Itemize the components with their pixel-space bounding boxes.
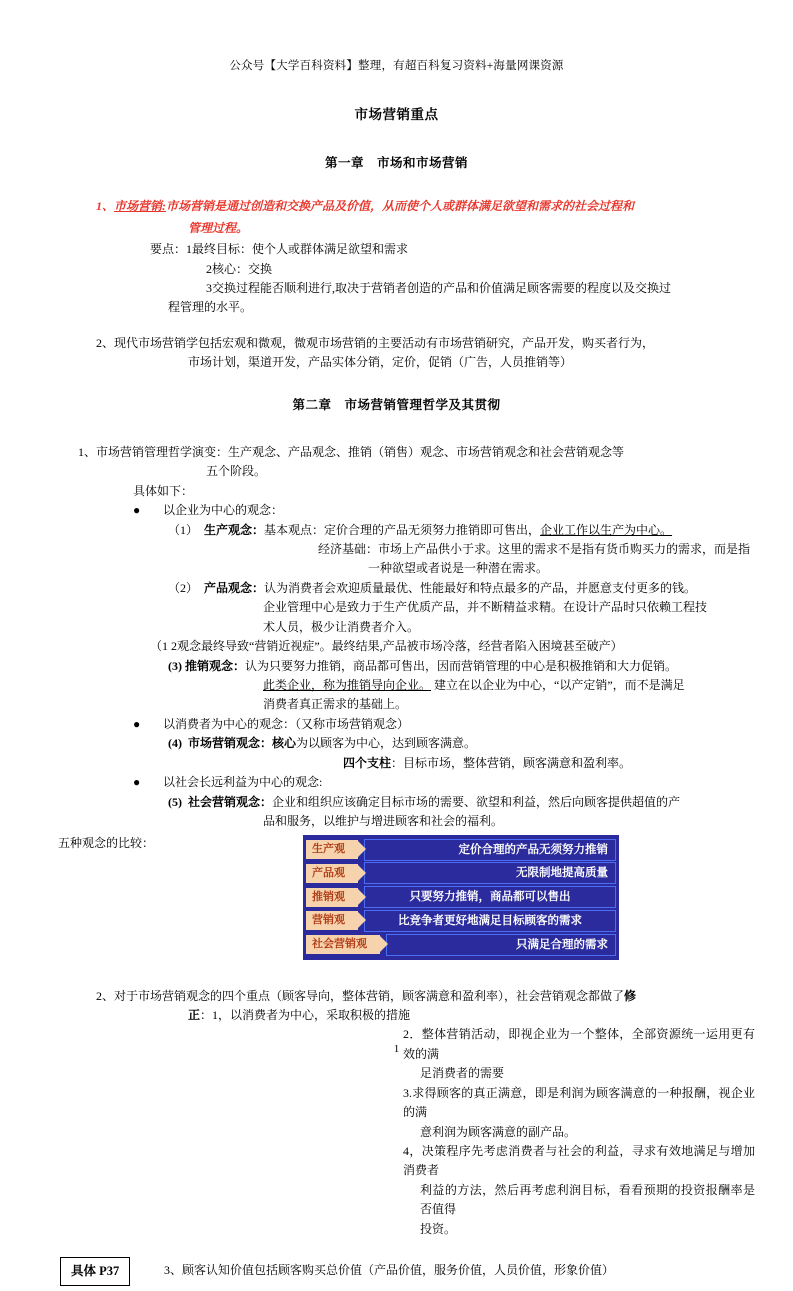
five-concepts-comparison-figure [300, 832, 622, 963]
concepts-12-note: （1 2观念最终导致“营销近视症”。最终结果,产品被市场冷落，经营者陷入困境甚至破产） [150, 639, 623, 654]
key-point-1: 要点：1最终目标：使个人或群体满足欲望和需求 [150, 242, 409, 257]
bullet-dot-icon: ● [133, 716, 141, 731]
chapter2-item2-line2 [38, 1006, 755, 1025]
concept-5-name: 社会营销观念： [188, 794, 273, 809]
chapter1-item2-line2: 市场计划，渠道开发，产品实体分销，定价，促销（广告，人员推销等） [188, 355, 573, 370]
concept-1-text: 基本观点：定价合理的产品无须努力推销即可售出， [264, 522, 541, 537]
definition-term: 市场营销: [114, 199, 167, 214]
bullet-dot-icon: ● [133, 775, 141, 790]
chapter2-item3: 3、顾客认知价值包括顾客购买总价值（产品价值，服务价值，人员价值，形象价值） [164, 1263, 615, 1278]
figure-row [306, 910, 616, 932]
chapter2-item2-bold-tail: 修 [624, 988, 637, 1003]
key-point-3: 3交换过程能否顺利进行,取决于营销者创造的产品和价值满足顾客需要的程度以及交换过 [206, 281, 672, 295]
bullet-consumer-centered [38, 715, 755, 734]
definition-text: 市场营销是通过创造和交换产品及价值，从而使个人或群体满足欲望和需求的社会过程和 [166, 199, 635, 214]
concept-5-text: 企业和组织应该确定目标市场的需要、欲望和利益，然后向顾客提供超值的产 [272, 794, 681, 809]
concept-2-text: 认为消费者会欢迎质量最优、性能最好和特点最多的产品，并愿意支付更多的钱。 [264, 580, 697, 595]
concept-4-number: (4) [168, 736, 182, 751]
boxed-page-reference: 具体 P37 [60, 1257, 130, 1286]
concept-1-line1 [38, 521, 755, 540]
concept-4-pillars-label: 四个支柱 [343, 755, 392, 770]
figure-tag-production: 生产观 [306, 840, 358, 859]
chapter2-item2-sub3: 3.求得顾客的真正满意，即是利润为顾客满意的一种报酬，视企业的满 [403, 1085, 755, 1120]
concept-3-line2-rest: 建立在以企业为中心，“以产定销”，而不是满足 [431, 678, 685, 692]
concept-3-name: 推销观念： [185, 658, 246, 673]
bullet-society-label: 以社会长远利益为中心的观念: [163, 775, 323, 790]
figure-tag-marketing: 营销观 [306, 911, 358, 930]
concept-2-line1 [38, 579, 755, 598]
chapter2-item2-sub4-cont2: 投资。 [420, 1221, 457, 1236]
concept-4-pillars-text: ：目标市场，整体营销，顾客满意和盈利率。 [391, 755, 632, 770]
concept-3-text: 认为只要努力推销，商品都可售出，因而营销管理的中心是积极推销和大力促销。 [245, 658, 678, 673]
concept-3-line3: 消费者真正需求的基础上。 [263, 697, 408, 712]
concept-2-line2: 企业管理中心是致力于生产优质产品，并不断精益求精。在设计产品时只依赖工程技 [263, 600, 708, 615]
figure-tag-product: 产品观 [306, 864, 358, 883]
figure-row [306, 934, 616, 956]
figure-desc-marketing: 比竞争者更好地满足目标顾客的需求 [364, 910, 616, 932]
concept-1-line3: 一种欲望或者说是一种潜在需求。 [368, 561, 549, 576]
concept-1-name: 生产观念： [204, 522, 265, 537]
key-point-3-cont: 程管理的水平。 [168, 300, 253, 315]
concept-4-text: 为以顾客为中心，达到顾客满意。 [296, 736, 477, 751]
concept-3-underlined-text: 此类企业，称为推销导向企业。 [263, 678, 432, 692]
boxed-note-line [38, 1261, 755, 1291]
concept-5-number: (5) [168, 794, 182, 809]
figure-tag-selling: 推销观 [306, 888, 358, 907]
concept-3-line2 [38, 676, 755, 695]
document-title: 市场营销重点 [354, 107, 439, 123]
chapter2-item2-line1 [38, 987, 755, 1006]
figure-caption: 五种观念的比较： [58, 835, 155, 850]
figure-desc-societal: 只满足合理的需求 [386, 934, 616, 956]
concept-5-line2: 品和服务，以维护与增进顾客和社会的福利。 [263, 814, 504, 829]
chapter2-item1-line2: 五个阶段。 [206, 464, 267, 479]
bullet-dot-icon: ● [133, 503, 141, 518]
marketing-definition-line1 [38, 197, 755, 216]
concept-2-number: （2） [168, 580, 199, 595]
concept-4-name: 市场营销观念： [188, 736, 273, 751]
five-concepts-figure-line [38, 832, 755, 978]
chapter2-item2-sub4: 4，决策程序先考虑消费者与社会的利益，寻求有效地满足与增加消费者 [403, 1144, 755, 1178]
concept-4-line1 [38, 734, 755, 753]
bullet-consumer-label: 以消费者为中心的观念：（又称市场营销观念） [163, 716, 410, 731]
page-number: 1 [393, 1043, 400, 1055]
concept-1-underlined-text: 企业工作以生产为中心。 [540, 522, 673, 537]
item-number: 1、 [96, 199, 115, 214]
bullet-enterprise-label: 以企业为中心的观念： [163, 503, 284, 518]
chapter2-item2-sub2-cont: 足消费者的需要 [420, 1066, 505, 1081]
concept-2-line3: 术人员，极少让消费者介入。 [263, 619, 420, 634]
figure-desc-product: 无限制地提高质量 [364, 862, 616, 884]
chapter2-item2-bold-head: 正 [188, 1007, 201, 1022]
concept-4-core-label: 核心 [272, 736, 297, 751]
concept-5-line1 [38, 793, 755, 812]
concept-2-name: 产品观念： [204, 580, 265, 595]
figure-row [306, 862, 616, 884]
chapter1-item2-line1: 2、现代市场营销学包括宏观和微观，微观市场营销的主要活动有市场营销研究，产品开发，购买者行为， [96, 335, 655, 350]
chapter2-item2-line2-text: ：1，以消费者为中心，采取积极的措施 [200, 1007, 411, 1022]
bullet-enterprise-centered [38, 501, 755, 520]
concept-1-line2: 经济基础：市场上产品供小于求。这里的需求不是指有货币购买力的需求，而是指 [318, 541, 751, 556]
bullet-society-centered [38, 773, 755, 792]
concept-3-line1 [38, 657, 755, 676]
promo-header-note: 公众号【大学百科资料】整理，有超百科复习资料+海量网课资源 [229, 60, 564, 72]
chapter2-item2-sub4-cont1: 利益的方法，然后再考虑利润目标，看看预期的投资报酬率是否值得 [420, 1182, 755, 1217]
chapter2-detail-label: 具体如下： [133, 483, 194, 498]
figure-row [306, 839, 616, 861]
concept-4-pillars [38, 754, 755, 773]
chapter2-item2-text: 2、对于市场营销观念的四个重点（顾客导向，整体营销，顾客满意和盈利率），社会营销观念都做了 [96, 988, 625, 1003]
chapter-1-title: 第一章 市场和市场营销 [324, 156, 468, 171]
chapter2-item2-sub2: 2．整体营销活动，即视企业为一个整体，全部资源统一运用更有效的满 [403, 1027, 755, 1061]
chapter-2-title: 第二章 市场营销管理哲学及其贯彻 [292, 397, 501, 412]
figure-desc-production: 定价合理的产品无须努力推销 [364, 839, 616, 861]
figure-row [306, 886, 616, 908]
chapter2-item2-sub3-cont: 意利润为顾客满意的副产品。 [420, 1124, 577, 1139]
figure-tag-societal: 社会营销观 [306, 935, 380, 954]
key-point-2: 2核心：交换 [206, 261, 273, 276]
concept-1-number: （1） [168, 522, 199, 537]
chapter2-item1-line1: 1、市场营销管理哲学演变：生产观念、产品观念、推销（销售）观念、市场营销观念和社会营销观念等 [78, 444, 625, 459]
figure-desc-selling: 只要努力推销，商品都可以售出 [364, 886, 616, 908]
marketing-definition-line2: 管理过程。 [188, 220, 249, 235]
concept-3-number: (3) [168, 658, 182, 673]
